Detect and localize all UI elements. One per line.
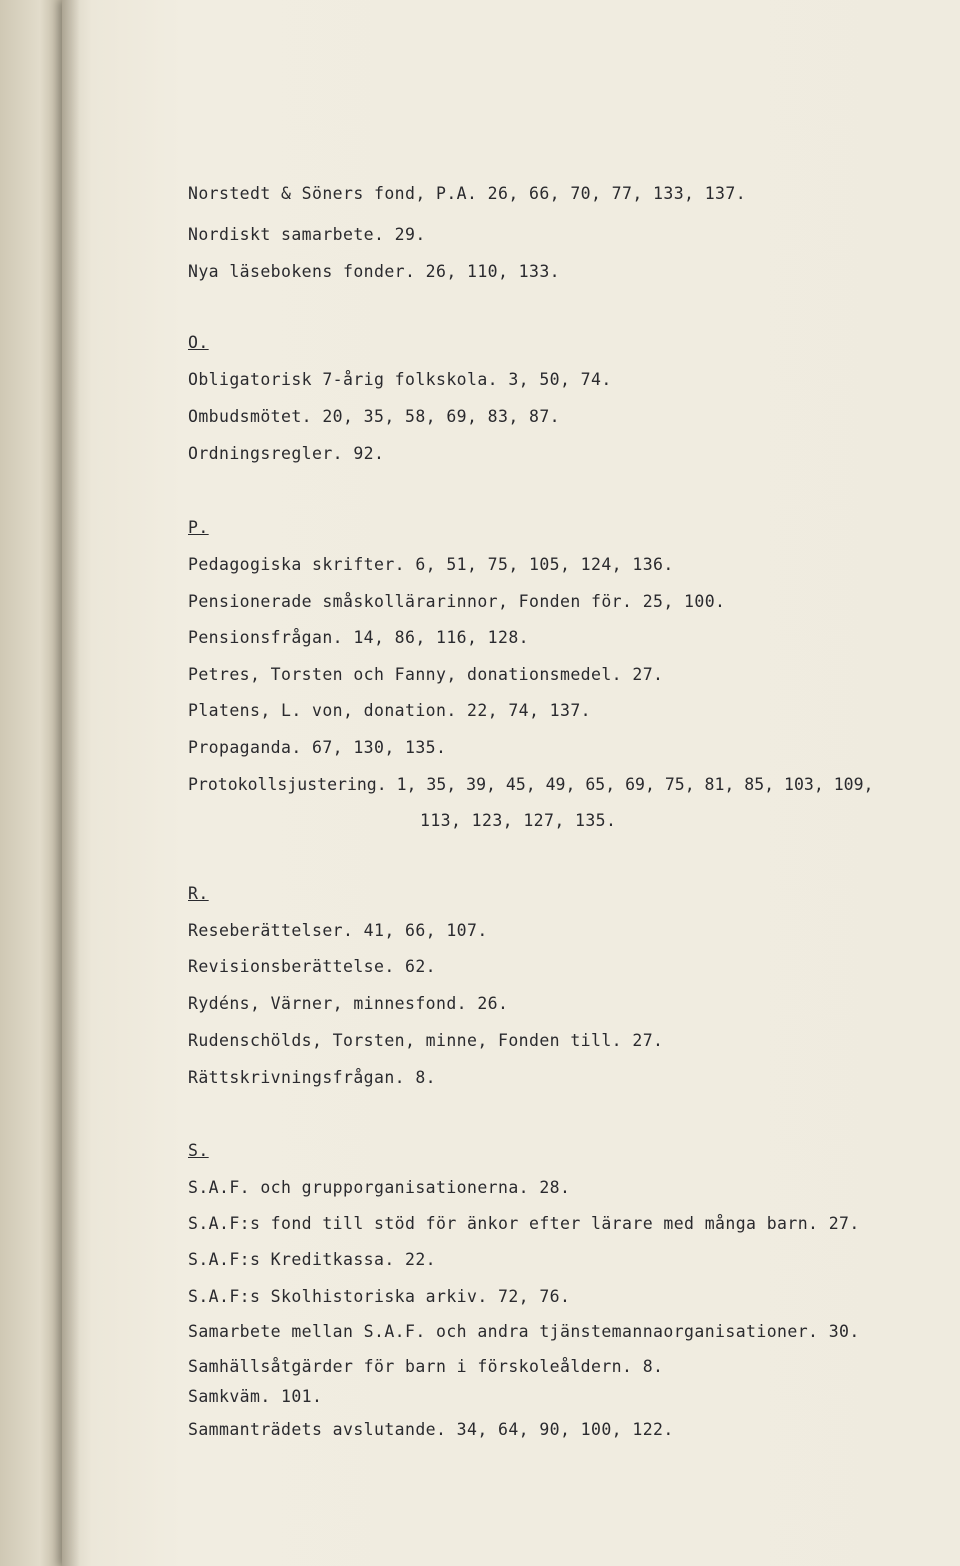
section-letter-s: S.	[188, 1141, 209, 1160]
index-entry: Ombudsmötet. 20, 35, 58, 69, 83, 87.	[188, 407, 561, 426]
section-letter-r: R.	[188, 884, 209, 903]
index-entry: Pedagogiska skrifter. 6, 51, 75, 105, 124, 136.	[188, 555, 674, 574]
index-entry: Nya läsebokens fonder. 26, 110, 133.	[188, 262, 561, 281]
index-entry: Ordningsregler. 92.	[188, 444, 385, 463]
index-entry: Samhällsåtgärder för barn i förskoleåldern. 8.	[188, 1357, 664, 1376]
index-entry: Petres, Torsten och Fanny, donationsmedel. 27.	[188, 665, 664, 684]
index-entry: Obligatorisk 7-årig folkskola. 3, 50, 74.	[188, 370, 612, 389]
index-entry: Platens, L. von, donation. 22, 74, 137.	[188, 701, 592, 720]
index-entry: S.A.F. och grupporganisationerna. 28.	[188, 1178, 571, 1197]
index-entry: S.A.F:s Skolhistoriska arkiv. 72, 76.	[188, 1287, 571, 1306]
index-entry: Protokollsjustering. 1, 35, 39, 45, 49, 65, 69, 75, 81, 85, 103, 109,	[188, 775, 874, 794]
book-binding	[0, 0, 64, 1566]
index-entry: Rudenschölds, Torsten, minne, Fonden till. 27.	[188, 1031, 664, 1050]
index-entry: Sammanträdets avslutande. 34, 64, 90, 100, 122.	[188, 1420, 674, 1439]
index-entry: Reseberättelser. 41, 66, 107.	[188, 921, 488, 940]
index-entry: Rydéns, Värner, minnesfond. 26.	[188, 994, 509, 1013]
index-entry: Nordiskt samarbete. 29.	[188, 225, 426, 244]
index-entry: Rättskrivningsfrågan. 8.	[188, 1068, 437, 1087]
index-entry: Norstedt & Söners fond, P.A. 26, 66, 70, 77, 133, 137.	[188, 184, 747, 203]
index-entry: S.A.F:s fond till stöd för änkor efter lärare med många barn. 27.	[188, 1214, 860, 1233]
index-entry: Pensionsfrågan. 14, 86, 116, 128.	[188, 628, 530, 647]
index-entry: Propaganda. 67, 130, 135.	[188, 738, 447, 757]
index-entry: Revisionsberättelse. 62.	[188, 957, 437, 976]
index-entry: S.A.F:s Kreditkassa. 22.	[188, 1250, 437, 1269]
page-fold-shadow	[62, 0, 80, 1566]
index-entry: Pensionerade småskollärarinnor, Fonden för. 25, 100.	[188, 592, 726, 611]
section-letter-o: O.	[188, 333, 209, 352]
section-letter-p: P.	[188, 518, 209, 537]
index-entry-continuation: 113, 123, 127, 135.	[420, 811, 617, 830]
index-entry: Samarbete mellan S.A.F. och andra tjänstemannaorganisationer. 30.	[188, 1322, 860, 1341]
index-entry: Samkväm. 101.	[188, 1387, 323, 1406]
